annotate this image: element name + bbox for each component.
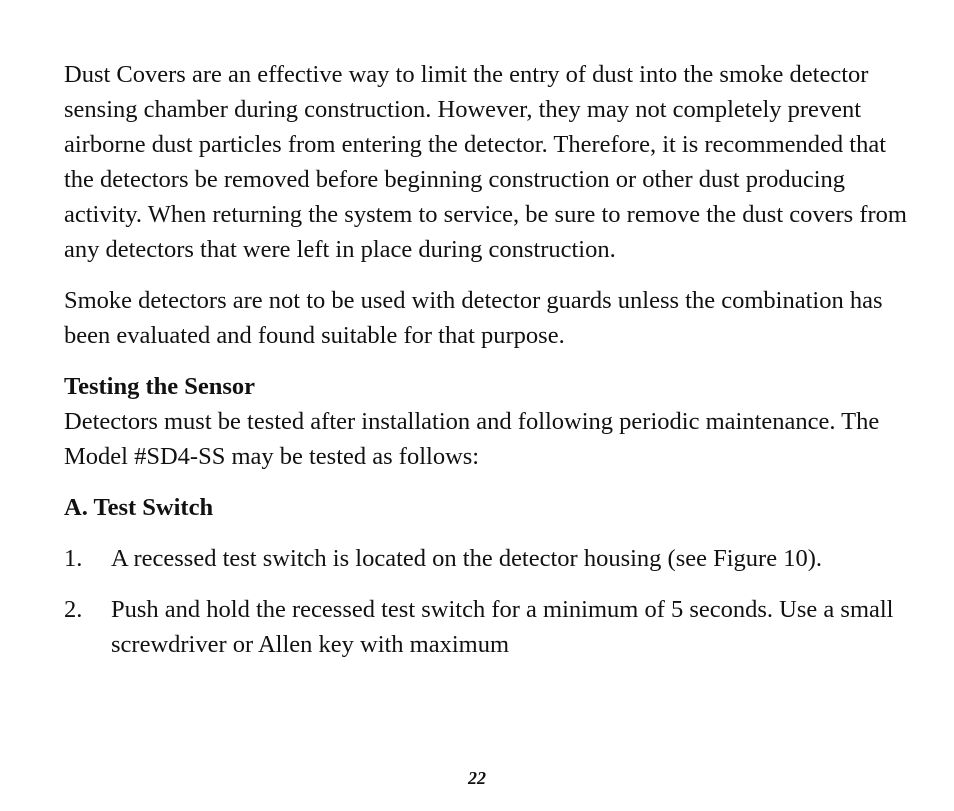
list-item-number: 1. (64, 545, 83, 572)
document-page (64, 57, 914, 678)
list-item (64, 541, 914, 576)
subsection-heading: A. Test Switch (64, 494, 214, 521)
dust-covers-paragraph: Dust Covers are an effective way to limit the entry of dust into the smoke detector sensing chamber during construction. However, they may not completely prevent airborne dust particles from entering the detector. Therefore, it is recommended that the detectors be removed before beginning construction or other dust producing activity. When returning the system to service, be sure to remove the dust covers from any detectors that were left in place during construction. (64, 61, 907, 263)
page-number: 22 (468, 768, 486, 788)
list-item-text: Push and hold the recessed test switch for a minimum of 5 seconds. Use a small screwdriver or Allen key with maximum (111, 596, 894, 658)
steps-list (64, 541, 914, 662)
section-heading: Testing the Sensor (64, 373, 256, 400)
list-item-number: 2. (64, 596, 83, 623)
detector-guards-paragraph: Smoke detectors are not to be used with detector guards unless the combination has been evaluated and found suitable for that purpose. (64, 287, 883, 349)
section-intro: Detectors must be tested after installation and following periodic maintenance. The Model #SD4-SS may be tested as follows: (64, 408, 880, 470)
list-item (64, 592, 914, 662)
list-item-text: A recessed test switch is located on the detector housing (see Figure 10). (111, 545, 822, 572)
